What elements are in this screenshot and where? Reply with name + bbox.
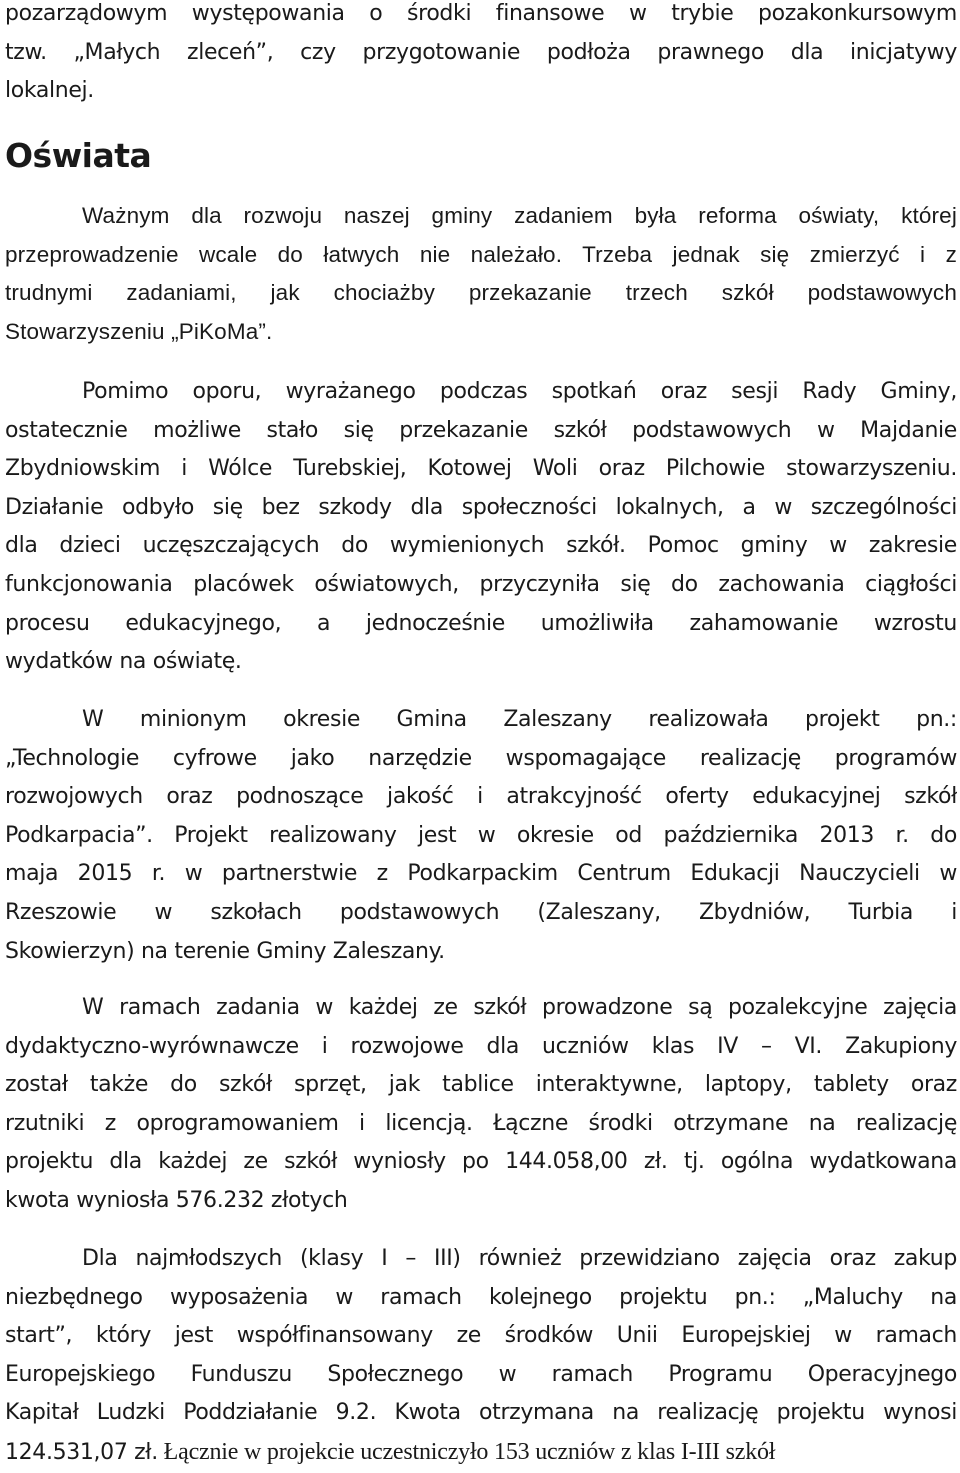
text-line: przeprowadzenie wcale do łatwych nie należało. Trzeba jednak się zmierzyć i z bbox=[5, 241, 957, 267]
section-heading: Oświata bbox=[5, 136, 152, 175]
text-line: Pomimo oporu, wyrażanego podczas spotkań oraz sesji Rady Gminy, bbox=[82, 379, 957, 404]
text-line: Europejskiego Funduszu Społecznego w ramach Programu Operacyjnego bbox=[5, 1361, 957, 1387]
intro-paragraph bbox=[5, 0, 957, 111]
text-line: lokalnej. bbox=[5, 78, 94, 104]
text-line: wydatków na oświatę. bbox=[5, 649, 242, 675]
text-line: procesu edukacyjnego, a jednocześnie umożliwiła zahamowanie wzrostu bbox=[5, 610, 957, 636]
paragraph-maluchy-project bbox=[5, 1240, 957, 1473]
serif-text: Łącznie w projekcie uczestniczyło 153 uczniów z klas I-III szkół bbox=[157, 1438, 776, 1465]
text-line: maja 2015 r. w partnerstwie z Podkarpackim Centrum Edukacji Nauczycieli w bbox=[5, 861, 957, 887]
text-line: dla dzieci uczęszczających do wymienionych szkół. Pomoc gminy w zakresie bbox=[5, 533, 957, 559]
text-line: trudnymi zadaniami, jak chociażby przekazanie trzech szkół podstawowych bbox=[5, 280, 957, 305]
text-line: Rzeszowie w szkołach podstawowych (Zaleszany, Zbydniów, Turbia i bbox=[5, 899, 957, 925]
paragraph-extracurricular bbox=[5, 989, 957, 1221]
paragraph-reform bbox=[5, 197, 957, 351]
text-line: dydaktyczno-wyrównawcze i rozwojowe dla uczniów klas IV – VI. Zakupiony bbox=[5, 1033, 957, 1059]
text-line: rzutniki z oprogramowaniem i licencją. Łączne środki otrzymane na realizację bbox=[5, 1110, 957, 1136]
text-line: projektu dla każdej ze szkół wyniosły po 144.058,00 zł. tj. ogólna wydatkowana bbox=[5, 1149, 957, 1175]
text-line: Stowarzyszeniu „PiKoMa”. bbox=[5, 318, 273, 344]
text-line: tzw. „Małych zleceń”, czy przygotowanie podłoża prawnego dla inicjatywy bbox=[5, 39, 957, 65]
text-line: niezbędnego wyposażenia w ramach kolejnego projektu pn.: „Maluchy na bbox=[5, 1284, 957, 1310]
paragraph-transfer bbox=[5, 373, 957, 682]
paragraph-digital-project bbox=[5, 701, 957, 971]
text-line: W minionym okresie Gmina Zaleszany realizowała projekt pn.: bbox=[82, 707, 957, 732]
text-line: Dla najmłodszych (klasy I – III) również przewidziano zajęcia oraz zakup bbox=[82, 1246, 957, 1271]
text-line-mixed bbox=[5, 1433, 957, 1473]
text-line: Zbydniowskim i Wólce Turebskiej, Kotowej Woli oraz Pilchowie stowarzyszeniu. bbox=[5, 456, 957, 482]
text-line: kwota wyniosła 576.232 złotych bbox=[5, 1187, 348, 1213]
amount-text: 124.531,07 zł. bbox=[5, 1439, 158, 1465]
text-line: został także do szkół sprzęt, jak tablice interaktywne, laptopy, tablety oraz bbox=[5, 1072, 957, 1098]
text-line: Podkarpacia”. Projekt realizowany jest w okresie od października 2013 r. do bbox=[5, 822, 957, 848]
text-line: pozarządowym występowania o środki finansowe w trybie pozakonkursowym bbox=[5, 1, 957, 26]
text-line: Kapitał Ludzki Poddziałanie 9.2. Kwota otrzymana na realizację projektu wynosi bbox=[5, 1400, 957, 1426]
text-line: Skowierzyn) na terenie Gminy Zaleszany. bbox=[5, 938, 445, 964]
text-line: Ważnym dla rozwoju naszej gminy zadaniem była reforma oświaty, której bbox=[82, 203, 957, 228]
text-line: rozwojowych oraz podnoszące jakość i atrakcyjność oferty edukacyjnej szkół bbox=[5, 784, 957, 810]
text-line: „Technologie cyfrowe jako narzędzie wspomagające realizację programów bbox=[5, 745, 957, 771]
text-line: Działanie odbyło się bez szkody dla społeczności lokalnych, a w szczególności bbox=[5, 494, 957, 520]
text-line: W ramach zadania w każdej ze szkół prowadzone są pozalekcyjne zajęcia bbox=[82, 995, 957, 1020]
text-line: funkcjonowania placówek oświatowych, przyczyniła się do zachowania ciągłości bbox=[5, 571, 957, 597]
text-line: start”, który jest współfinansowany ze środków Unii Europejskiej w ramach bbox=[5, 1323, 957, 1349]
text-line: ostatecznie możliwe stało się przekazanie szkół podstawowych w Majdanie bbox=[5, 417, 957, 443]
